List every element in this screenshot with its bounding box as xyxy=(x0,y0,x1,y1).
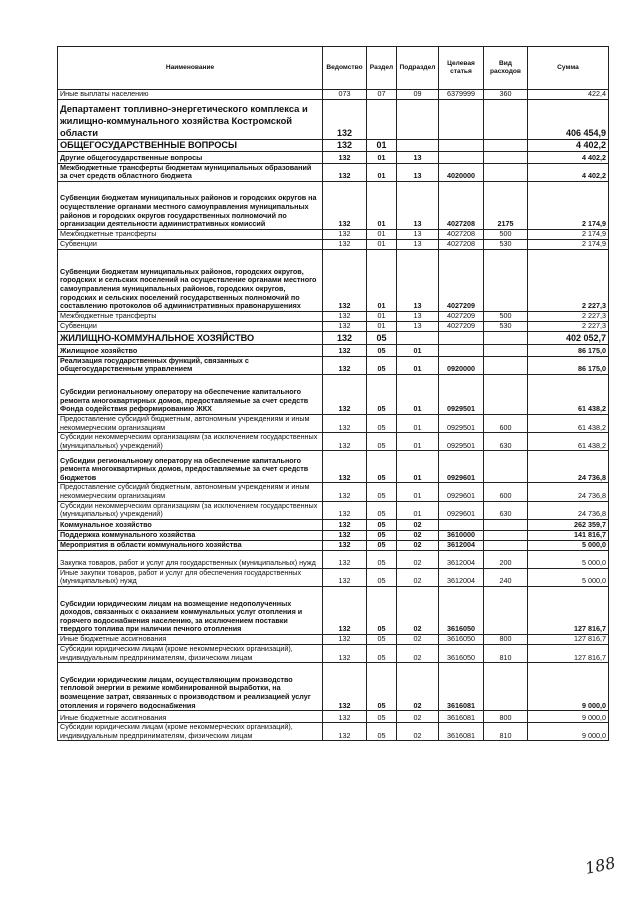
cell-sum: 5 000,0 xyxy=(528,540,609,550)
cell-sum: 9 000,0 xyxy=(528,663,609,711)
cell-section: 05 xyxy=(367,550,397,568)
table-row xyxy=(58,711,609,723)
cell-name: Субсидии юридическим лицам на возмещение недополученных доходов, связанных с оказанием коммунальных услуг отопления и горячего водоснабжения населению, за исключением поставки твердого топлива при наличии печного отопления xyxy=(58,586,323,634)
cell-subsection: 01 xyxy=(397,483,439,501)
cell-section: 01 xyxy=(367,163,397,181)
cell-name: Реализация государственных функций, связанных с общегосударственным управлением xyxy=(58,356,323,374)
cell-subsection: 01 xyxy=(397,356,439,374)
cell-expense-type: 200 xyxy=(484,550,528,568)
cell-section: 05 xyxy=(367,530,397,540)
table-row xyxy=(58,483,609,501)
cell-section: 05 xyxy=(367,644,397,662)
cell-target-item: 4027208 xyxy=(439,181,484,229)
cell-subsection xyxy=(397,139,439,151)
cell-sum: 4 402,2 xyxy=(528,151,609,163)
col-header-expense-type: Вид расходов xyxy=(484,47,528,90)
cell-section: 05 xyxy=(367,663,397,711)
cell-name: Межбюджетные трансферты xyxy=(58,229,323,239)
cell-name: Субсидии юридическим лицам (кроме некоммерческих организаций), индивидуальным предпринимателям, физическим лицам xyxy=(58,723,323,741)
col-header-target-item: Целевая статья xyxy=(439,47,484,90)
cell-section: 05 xyxy=(367,568,397,586)
cell-sum: 86 175,0 xyxy=(528,356,609,374)
table-row xyxy=(58,151,609,163)
cell-target-item xyxy=(439,519,484,530)
col-header-name: Наименование xyxy=(58,47,323,90)
cell-subsection: 01 xyxy=(397,501,439,519)
cell-department: 132 xyxy=(323,321,367,331)
cell-section: 05 xyxy=(367,586,397,634)
cell-target-item xyxy=(439,151,484,163)
cell-section: 01 xyxy=(367,321,397,331)
cell-section: 01 xyxy=(367,181,397,229)
cell-section: 05 xyxy=(367,540,397,550)
cell-name: Субсидии юридическим лицам, осуществляющим производство тепловой энергии в режиме комбинированной выработки, на возмещение затрат, связанных с производством и реализацией услуг отопления и горячего водоснабжения xyxy=(58,663,323,711)
cell-expense-type xyxy=(484,356,528,374)
cell-section: 05 xyxy=(367,519,397,530)
cell-expense-type: 360 xyxy=(484,90,528,100)
cell-name: Коммунальное хозяйство xyxy=(58,519,323,530)
cell-target-item: 4027209 xyxy=(439,311,484,321)
cell-section xyxy=(367,99,397,139)
cell-target-item xyxy=(439,139,484,151)
cell-subsection: 01 xyxy=(397,451,439,483)
table-row xyxy=(58,550,609,568)
cell-department: 132 xyxy=(323,451,367,483)
cell-section: 01 xyxy=(367,249,397,311)
cell-subsection: 13 xyxy=(397,151,439,163)
cell-department: 132 xyxy=(323,550,367,568)
cell-department: 132 xyxy=(323,356,367,374)
cell-sum: 9 000,0 xyxy=(528,711,609,723)
cell-department: 132 xyxy=(323,249,367,311)
cell-target-item: 0929501 xyxy=(439,433,484,451)
cell-department: 132 xyxy=(323,586,367,634)
cell-target-item: 3610000 xyxy=(439,530,484,540)
cell-target-item xyxy=(439,99,484,139)
col-header-department: Ведомство xyxy=(323,47,367,90)
cell-expense-type xyxy=(484,331,528,344)
cell-department: 132 xyxy=(323,483,367,501)
cell-target-item: 0929501 xyxy=(439,374,484,414)
cell-target-item: 3612004 xyxy=(439,540,484,550)
cell-department: 132 xyxy=(323,501,367,519)
table-row xyxy=(58,249,609,311)
cell-subsection: 02 xyxy=(397,723,439,741)
cell-subsection: 02 xyxy=(397,540,439,550)
cell-subsection: 02 xyxy=(397,711,439,723)
cell-sum: 24 736,8 xyxy=(528,483,609,501)
cell-expense-type xyxy=(484,344,528,356)
cell-department: 132 xyxy=(323,99,367,139)
cell-sum: 24 736,8 xyxy=(528,451,609,483)
table-row xyxy=(58,90,609,100)
table-row xyxy=(58,181,609,229)
table-row xyxy=(58,239,609,249)
cell-sum: 402 052,7 xyxy=(528,331,609,344)
cell-name: ЖИЛИЩНО-КОММУНАЛЬНОЕ ХОЗЯЙСТВО xyxy=(58,331,323,344)
cell-subsection: 13 xyxy=(397,311,439,321)
cell-target-item: 4027209 xyxy=(439,321,484,331)
cell-expense-type xyxy=(484,586,528,634)
cell-department: 132 xyxy=(323,723,367,741)
cell-sum: 2 227,3 xyxy=(528,321,609,331)
cell-target-item: 0920000 xyxy=(439,356,484,374)
cell-target-item: 3616081 xyxy=(439,711,484,723)
cell-expense-type xyxy=(484,451,528,483)
cell-name: Межбюджетные трансферты xyxy=(58,311,323,321)
cell-department: 132 xyxy=(323,229,367,239)
cell-subsection: 02 xyxy=(397,644,439,662)
col-header-section: Раздел xyxy=(367,47,397,90)
cell-name: Субвенции xyxy=(58,239,323,249)
cell-target-item: 4027209 xyxy=(439,249,484,311)
cell-section: 01 xyxy=(367,229,397,239)
cell-department: 132 xyxy=(323,711,367,723)
cell-name: Субсидии региональному оператору на обеспечение капитального ремонта многоквартирных домов, предоставляемые за счет средств бюджетов xyxy=(58,451,323,483)
cell-subsection: 13 xyxy=(397,229,439,239)
cell-section: 05 xyxy=(367,344,397,356)
cell-sum: 127 816,7 xyxy=(528,644,609,662)
cell-section: 05 xyxy=(367,483,397,501)
table-row xyxy=(58,163,609,181)
cell-expense-type: 530 xyxy=(484,321,528,331)
cell-section: 01 xyxy=(367,239,397,249)
cell-subsection: 02 xyxy=(397,634,439,644)
cell-target-item: 6379999 xyxy=(439,90,484,100)
cell-target-item: 3616081 xyxy=(439,663,484,711)
cell-expense-type xyxy=(484,151,528,163)
cell-department: 132 xyxy=(323,519,367,530)
cell-department: 132 xyxy=(323,344,367,356)
cell-section: 05 xyxy=(367,356,397,374)
cell-sum: 406 454,9 xyxy=(528,99,609,139)
cell-expense-type: 240 xyxy=(484,568,528,586)
cell-section: 05 xyxy=(367,711,397,723)
cell-expense-type: 2175 xyxy=(484,181,528,229)
cell-section: 01 xyxy=(367,311,397,321)
cell-sum: 5 000,0 xyxy=(528,550,609,568)
cell-subsection: 13 xyxy=(397,321,439,331)
cell-target-item: 4020000 xyxy=(439,163,484,181)
cell-sum: 5 000,0 xyxy=(528,568,609,586)
cell-department: 132 xyxy=(323,540,367,550)
cell-name: Иные бюджетные ассигнования xyxy=(58,634,323,644)
cell-name: Предоставление субсидий бюджетным, автономным учреждениям и иным некоммерческим организациям xyxy=(58,414,323,432)
cell-target-item: 3616050 xyxy=(439,634,484,644)
cell-expense-type: 810 xyxy=(484,723,528,741)
cell-section: 05 xyxy=(367,634,397,644)
table-row xyxy=(58,723,609,741)
cell-expense-type xyxy=(484,530,528,540)
col-header-subsection: Подраздел xyxy=(397,47,439,90)
cell-expense-type xyxy=(484,663,528,711)
table-row xyxy=(58,519,609,530)
cell-target-item: 4027208 xyxy=(439,229,484,239)
cell-section: 05 xyxy=(367,331,397,344)
cell-section: 01 xyxy=(367,139,397,151)
table-row xyxy=(58,331,609,344)
cell-subsection: 13 xyxy=(397,239,439,249)
cell-department: 132 xyxy=(323,151,367,163)
cell-section: 01 xyxy=(367,151,397,163)
cell-department: 132 xyxy=(323,530,367,540)
col-header-sum: Сумма xyxy=(528,47,609,90)
budget-table xyxy=(57,46,609,741)
cell-name: Иные бюджетные ассигнования xyxy=(58,711,323,723)
table-row xyxy=(58,586,609,634)
cell-name: Межбюджетные трансферты бюджетам муниципальных образований за счет средств областного бюджета xyxy=(58,163,323,181)
table-row xyxy=(58,451,609,483)
cell-subsection: 13 xyxy=(397,181,439,229)
cell-expense-type: 500 xyxy=(484,229,528,239)
cell-department: 073 xyxy=(323,90,367,100)
cell-department: 132 xyxy=(323,374,367,414)
table-row xyxy=(58,501,609,519)
cell-target-item: 3612004 xyxy=(439,568,484,586)
cell-department: 132 xyxy=(323,414,367,432)
table-row xyxy=(58,356,609,374)
cell-expense-type: 630 xyxy=(484,501,528,519)
cell-expense-type: 800 xyxy=(484,634,528,644)
cell-name: Другие общегосударственные вопросы xyxy=(58,151,323,163)
cell-subsection: 13 xyxy=(397,163,439,181)
table-row xyxy=(58,644,609,662)
cell-name: Предоставление субсидий бюджетным, автономным учреждениям и иным некоммерческим организациям xyxy=(58,483,323,501)
cell-subsection: 02 xyxy=(397,663,439,711)
cell-target-item: 3616050 xyxy=(439,586,484,634)
cell-section: 05 xyxy=(367,374,397,414)
cell-name: Жилищное хозяйство xyxy=(58,344,323,356)
table-row xyxy=(58,374,609,414)
cell-department: 132 xyxy=(323,634,367,644)
cell-department: 132 xyxy=(323,311,367,321)
table-row xyxy=(58,99,609,139)
cell-subsection: 01 xyxy=(397,344,439,356)
cell-target-item: 0929501 xyxy=(439,414,484,432)
cell-sum: 262 359,7 xyxy=(528,519,609,530)
cell-expense-type: 600 xyxy=(484,414,528,432)
cell-section: 05 xyxy=(367,501,397,519)
cell-name: Субсидии некоммерческим организациям (за исключением государственных (муниципальных) учреждений) xyxy=(58,501,323,519)
cell-expense-type: 530 xyxy=(484,239,528,249)
page-number: 188 xyxy=(583,853,618,878)
cell-expense-type xyxy=(484,139,528,151)
cell-sum: 61 438,2 xyxy=(528,414,609,432)
cell-name: Субсидии некоммерческим организациям (за исключением государственных (муниципальных) учреждений) xyxy=(58,433,323,451)
cell-name: Мероприятия в области коммунального хозяйства xyxy=(58,540,323,550)
cell-target-item: 4027208 xyxy=(439,239,484,249)
cell-target-item: 3612004 xyxy=(439,550,484,568)
cell-target-item: 3616050 xyxy=(439,644,484,662)
cell-subsection: 09 xyxy=(397,90,439,100)
cell-name: Департамент топливно-энергетического комплекса и жилищно-коммунального хозяйства Костромской области xyxy=(58,99,323,139)
cell-department: 132 xyxy=(323,663,367,711)
cell-subsection: 02 xyxy=(397,550,439,568)
cell-expense-type: 800 xyxy=(484,711,528,723)
cell-expense-type xyxy=(484,540,528,550)
cell-section: 05 xyxy=(367,451,397,483)
table-row xyxy=(58,663,609,711)
cell-department: 132 xyxy=(323,433,367,451)
cell-subsection: 02 xyxy=(397,530,439,540)
cell-name: Поддержка коммунального хозяйства xyxy=(58,530,323,540)
cell-sum: 24 736,8 xyxy=(528,501,609,519)
cell-department: 132 xyxy=(323,331,367,344)
cell-name: Субсидии региональному оператору на обеспечение капитального ремонта многоквартирных домов, предоставляемые за счет средств Фонда содействия реформированию ЖКХ xyxy=(58,374,323,414)
cell-sum: 2 227,3 xyxy=(528,249,609,311)
cell-target-item xyxy=(439,344,484,356)
cell-subsection: 01 xyxy=(397,433,439,451)
table-row xyxy=(58,321,609,331)
cell-sum: 127 816,7 xyxy=(528,634,609,644)
cell-subsection: 02 xyxy=(397,519,439,530)
table-row xyxy=(58,229,609,239)
cell-section: 05 xyxy=(367,723,397,741)
cell-name: Субвенции xyxy=(58,321,323,331)
cell-expense-type xyxy=(484,249,528,311)
cell-expense-type: 810 xyxy=(484,644,528,662)
cell-sum: 2 227,3 xyxy=(528,311,609,321)
table-row xyxy=(58,540,609,550)
table-row xyxy=(58,530,609,540)
cell-expense-type: 630 xyxy=(484,433,528,451)
cell-target-item: 3616081 xyxy=(439,723,484,741)
cell-target-item xyxy=(439,331,484,344)
cell-expense-type: 500 xyxy=(484,311,528,321)
cell-subsection: 02 xyxy=(397,568,439,586)
cell-department: 132 xyxy=(323,644,367,662)
cell-sum: 4 402,2 xyxy=(528,163,609,181)
header-row xyxy=(58,47,609,90)
cell-sum: 9 000,0 xyxy=(528,723,609,741)
cell-sum: 4 402,2 xyxy=(528,139,609,151)
cell-expense-type: 600 xyxy=(484,483,528,501)
cell-subsection xyxy=(397,331,439,344)
cell-name: Субвенции бюджетам муниципальных районов и городских округов на осуществление органами местного самоуправления муниципальных районов и городских округов государственных полномочий по организации деятельности административных комиссий xyxy=(58,181,323,229)
cell-department: 132 xyxy=(323,239,367,249)
table-row xyxy=(58,344,609,356)
cell-department: 132 xyxy=(323,181,367,229)
table-row xyxy=(58,433,609,451)
table-row xyxy=(58,414,609,432)
cell-name: Закупка товаров, работ и услуг для государственных (муниципальных) нужд xyxy=(58,550,323,568)
cell-target-item: 0929601 xyxy=(439,501,484,519)
cell-department: 132 xyxy=(323,139,367,151)
cell-sum: 61 438,2 xyxy=(528,433,609,451)
cell-sum: 141 816,7 xyxy=(528,530,609,540)
cell-expense-type xyxy=(484,99,528,139)
cell-name: Субсидии юридическим лицам (кроме некоммерческих организаций), индивидуальным предпринимателям, физическим лицам xyxy=(58,644,323,662)
cell-target-item: 0929601 xyxy=(439,483,484,501)
cell-name: Иные закупки товаров, работ и услуг для обеспечения государственных (муниципальных) нужд xyxy=(58,568,323,586)
cell-subsection xyxy=(397,99,439,139)
table-row xyxy=(58,311,609,321)
table-row xyxy=(58,568,609,586)
cell-sum: 86 175,0 xyxy=(528,344,609,356)
cell-name: ОБЩЕГОСУДАРСТВЕННЫЕ ВОПРОСЫ xyxy=(58,139,323,151)
cell-name: Иные выплаты населению xyxy=(58,90,323,100)
cell-sum: 2 174,9 xyxy=(528,239,609,249)
cell-name: Субвенции бюджетам муниципальных районов, городских округов, городских и сельских поселений на осуществление органами местного самоуправления муниципальных районов, городских округов, городских и сельских поселений государственных полномочий по составлению протоколов об административных правонарушениях xyxy=(58,249,323,311)
table-row xyxy=(58,634,609,644)
cell-department: 132 xyxy=(323,163,367,181)
cell-section: 07 xyxy=(367,90,397,100)
cell-sum: 127 816,7 xyxy=(528,586,609,634)
table-row xyxy=(58,139,609,151)
cell-section: 05 xyxy=(367,433,397,451)
cell-section: 05 xyxy=(367,414,397,432)
cell-sum: 2 174,9 xyxy=(528,181,609,229)
cell-subsection: 01 xyxy=(397,374,439,414)
cell-department: 132 xyxy=(323,568,367,586)
cell-expense-type xyxy=(484,163,528,181)
cell-sum: 422,4 xyxy=(528,90,609,100)
cell-target-item: 0929601 xyxy=(439,451,484,483)
cell-subsection: 02 xyxy=(397,586,439,634)
cell-subsection: 01 xyxy=(397,414,439,432)
table-body xyxy=(58,90,609,741)
cell-expense-type xyxy=(484,374,528,414)
cell-expense-type xyxy=(484,519,528,530)
cell-sum: 61 438,2 xyxy=(528,374,609,414)
cell-subsection: 13 xyxy=(397,249,439,311)
cell-sum: 2 174,9 xyxy=(528,229,609,239)
